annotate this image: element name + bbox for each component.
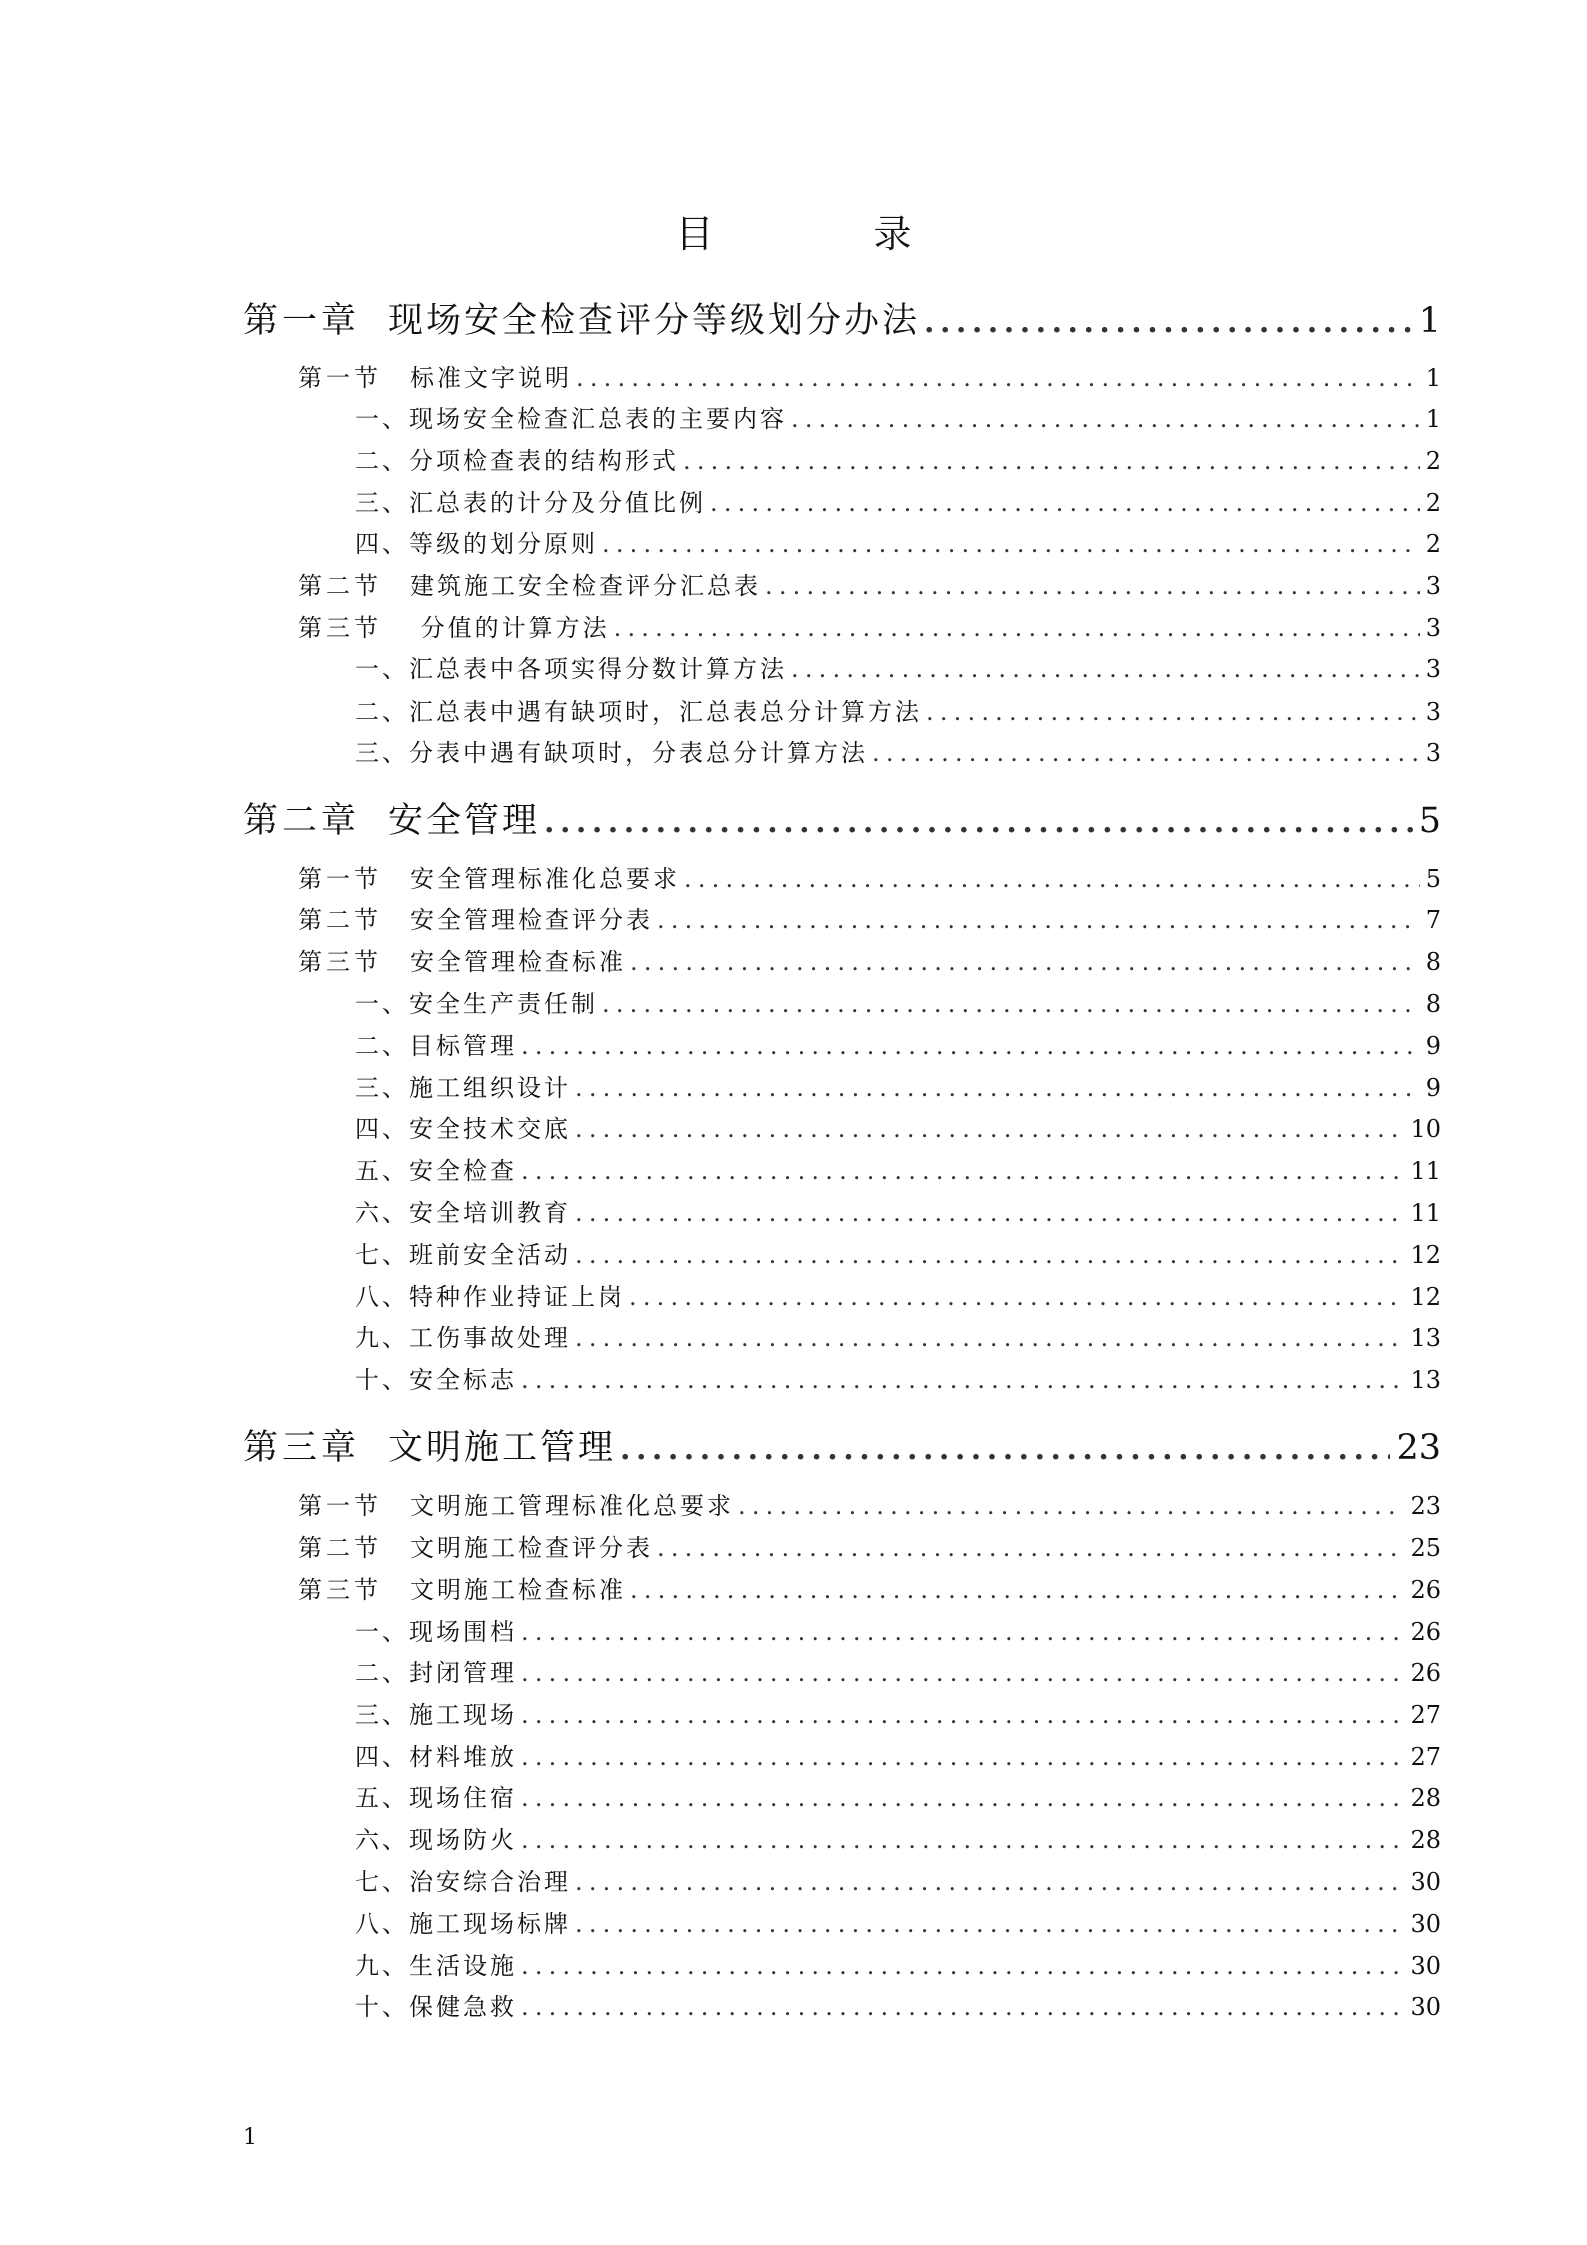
toc-item-entry[interactable] [355, 1699, 1441, 1731]
toc-dot-leader [521, 1657, 1404, 1689]
toc-entry-page: 2 [1425, 447, 1441, 475]
toc-entry-label [355, 1657, 517, 1689]
toc-entry-page: 23 [1396, 1428, 1441, 1468]
toc-title-right: 录 [873, 212, 912, 256]
toc-dot-leader [521, 1991, 1404, 2023]
toc-entry-label [355, 445, 679, 477]
toc-entry-label [355, 1908, 571, 1940]
toc-entry-text: 一、汇总表中各项实得分数计算方法 [355, 655, 787, 683]
toc-entry-page: 8 [1425, 948, 1441, 976]
toc-section-entry[interactable] [298, 1574, 1441, 1606]
toc-entry-number: 第一节 [298, 865, 382, 893]
toc-item-entry[interactable] [355, 1657, 1441, 1689]
toc-item-entry[interactable] [355, 1364, 1441, 1396]
toc-entry-label [355, 403, 787, 435]
toc-item-entry[interactable] [355, 1281, 1441, 1313]
toc-title [0, 208, 1587, 260]
toc-entry-label [243, 798, 540, 844]
page-number: 1 [243, 2125, 257, 2150]
toc-dot-leader [521, 1616, 1404, 1648]
toc-item-entry[interactable] [355, 403, 1441, 435]
toc-dot-leader [710, 487, 1420, 519]
toc-item-entry[interactable] [355, 1824, 1441, 1856]
toc-entry-text: 文明施工检查评分表 [410, 1534, 653, 1562]
toc-section-entry[interactable] [298, 612, 1441, 644]
toc-entry-label [355, 1782, 517, 1814]
toc-entry-text: 三、施工组织设计 [355, 1074, 571, 1102]
toc-entry-number: 第一节 [298, 364, 382, 392]
toc-entry-label [355, 1866, 571, 1898]
toc-entry-text: 分值的计算方法 [410, 614, 610, 642]
toc-entry-label [355, 1364, 517, 1396]
toc-entry-text: 四、材料堆放 [355, 1743, 517, 1771]
toc-entry-page: 1 [1425, 364, 1441, 392]
toc-entry-label [355, 1239, 571, 1271]
toc-entry-text: 二、分项检查表的结构形式 [355, 447, 679, 475]
toc-entry-text: 安全管理检查标准 [410, 948, 626, 976]
toc-dot-leader [614, 612, 1420, 644]
toc-dot-leader [926, 696, 1420, 728]
toc-entry-page: 9 [1425, 1032, 1441, 1060]
toc-dot-leader [791, 653, 1420, 685]
toc-entry-label [298, 1490, 734, 1522]
toc-entry-label [355, 696, 922, 728]
toc-entry-page: 23 [1410, 1492, 1441, 1520]
toc-dot-leader [602, 988, 1420, 1020]
toc-entry-label [243, 1425, 616, 1471]
toc-entry-page: 5 [1425, 865, 1441, 893]
toc-chapter-entry[interactable] [243, 1425, 1441, 1471]
toc-entry-text: 标准文字说明 [410, 364, 572, 392]
toc-entry-label [298, 612, 610, 644]
toc-entry-page: 11 [1410, 1157, 1441, 1185]
toc-entry-page: 7 [1425, 906, 1441, 934]
toc-entry-text: 文明施工检查标准 [410, 1576, 626, 1604]
toc-entry-text: 三、施工现场 [355, 1701, 517, 1729]
toc-entry-text: 二、汇总表中遇有缺项时，汇总表总分计算方法 [355, 698, 922, 726]
toc-section-entry[interactable] [298, 1532, 1441, 1564]
toc-entry-text: 三、分表中遇有缺项时，分表总分计算方法 [355, 739, 868, 767]
toc-item-entry[interactable] [355, 1616, 1441, 1648]
toc-entry-label [355, 1113, 571, 1145]
toc-entry-label [355, 653, 787, 685]
toc-entry-number: 第三章 [243, 1428, 361, 1468]
toc-dot-leader [521, 1741, 1404, 1773]
toc-item-entry[interactable] [355, 1782, 1441, 1814]
toc-entry-label [355, 737, 868, 769]
toc-dot-leader [521, 1030, 1420, 1062]
toc-entry-text: 四、等级的划分原则 [355, 530, 598, 558]
toc-chapter-entry[interactable] [243, 798, 1441, 844]
toc-dot-leader [576, 362, 1420, 394]
toc-dot-leader [657, 1532, 1404, 1564]
toc-entry-label [298, 904, 653, 936]
toc-entry-number: 第三节 [298, 1576, 382, 1604]
toc-item-entry[interactable] [355, 1741, 1441, 1773]
toc-entry-text: 八、特种作业持证上岗 [355, 1283, 625, 1311]
toc-entry-text: 三、汇总表的计分及分值比例 [355, 489, 706, 517]
toc-entry-label [355, 1030, 517, 1062]
toc-entry-page: 3 [1425, 698, 1441, 726]
toc-entry-page: 11 [1410, 1199, 1441, 1227]
toc-entry-label [298, 570, 761, 602]
toc-entry-label [355, 1616, 517, 1648]
toc-entry-text: 一、安全生产责任制 [355, 990, 598, 1018]
toc-entry-text: 五、现场住宿 [355, 1784, 517, 1812]
toc-entry-label [355, 1741, 517, 1773]
toc-entry-page: 1 [1425, 405, 1441, 433]
toc-dot-leader [683, 445, 1420, 477]
toc-dot-leader [575, 1197, 1404, 1229]
toc-item-entry[interactable] [355, 653, 1441, 685]
toc-dot-leader [521, 1364, 1404, 1396]
toc-entry-label [298, 1574, 626, 1606]
toc-dot-leader [521, 1699, 1404, 1731]
toc-item-entry[interactable] [355, 1155, 1441, 1187]
toc-entry-page: 26 [1410, 1659, 1441, 1687]
toc-entry-text: 现场安全检查评分等级划分办法 [388, 301, 921, 341]
toc-entry-text: 安全管理标准化总要求 [410, 865, 680, 893]
toc-entry-text: 六、安全培训教育 [355, 1199, 571, 1227]
toc-entry-page: 30 [1410, 1952, 1441, 1980]
toc-dot-leader [521, 1950, 1404, 1982]
toc-section-entry[interactable] [298, 1490, 1441, 1522]
toc-dot-leader [575, 1072, 1420, 1104]
toc-entry-label [355, 1155, 517, 1187]
toc-entry-label [355, 1824, 517, 1856]
toc-entry-page: 3 [1425, 739, 1441, 767]
toc-entry-text: 文明施工管理标准化总要求 [410, 1492, 734, 1520]
toc-entry-number: 第三节 [298, 614, 382, 642]
toc-entry-number: 第一章 [243, 301, 361, 341]
toc-entry-page: 3 [1425, 614, 1441, 642]
toc-dot-leader [872, 737, 1420, 769]
toc-entry-page: 25 [1410, 1534, 1441, 1562]
toc-entry-text: 一、现场安全检查汇总表的主要内容 [355, 405, 787, 433]
toc-entry-text: 十、保健急救 [355, 1993, 517, 2021]
toc-section-entry[interactable] [298, 904, 1441, 936]
toc-dot-leader [738, 1490, 1404, 1522]
toc-item-entry[interactable] [355, 1991, 1441, 2023]
toc-item-entry[interactable] [355, 1908, 1441, 1940]
toc-entry-page: 13 [1410, 1366, 1441, 1394]
toc-entry-page: 27 [1410, 1701, 1441, 1729]
toc-entry-page: 30 [1410, 1993, 1441, 2021]
toc-dot-leader [765, 570, 1420, 602]
toc-entry-text: 七、班前安全活动 [355, 1241, 571, 1269]
toc-entry-text: 五、安全检查 [355, 1157, 517, 1185]
toc-dot-leader [630, 1574, 1404, 1606]
toc-entry-text: 九、工伤事故处理 [355, 1324, 571, 1352]
toc-dot-leader [521, 1155, 1404, 1187]
toc-entry-label [298, 863, 680, 895]
toc-entry-text: 二、目标管理 [355, 1032, 517, 1060]
toc-dot-leader [620, 1427, 1390, 1473]
toc-entry-text: 七、治安综合治理 [355, 1868, 571, 1896]
toc-entry-number: 第二节 [298, 906, 382, 934]
toc-item-entry[interactable] [355, 696, 1441, 728]
toc-entry-page: 26 [1410, 1618, 1441, 1646]
toc-entry-label [355, 1072, 571, 1104]
toc-entry-label [298, 946, 626, 978]
toc-entry-text: 文明施工管理 [388, 1428, 617, 1468]
toc-item-entry[interactable] [355, 1113, 1441, 1145]
toc-entry-page: 2 [1425, 489, 1441, 517]
toc-entry-label [355, 528, 598, 560]
toc-entry-label [298, 1532, 653, 1564]
toc-section-entry[interactable] [298, 946, 1441, 978]
toc-entry-page: 27 [1410, 1743, 1441, 1771]
toc-entry-number: 第二章 [243, 801, 361, 841]
toc-dot-leader [791, 403, 1420, 435]
toc-item-entry[interactable] [355, 528, 1441, 560]
toc-entry-label [355, 1281, 625, 1313]
toc-section-entry[interactable] [298, 362, 1441, 394]
toc-item-entry[interactable] [355, 1197, 1441, 1229]
toc-entry-text: 六、现场防火 [355, 1826, 517, 1854]
toc-entry-text: 一、现场围档 [355, 1618, 517, 1646]
toc-dot-leader [657, 904, 1420, 936]
toc-entry-page: 12 [1410, 1241, 1441, 1269]
toc-entry-page: 30 [1410, 1910, 1441, 1938]
toc-item-entry[interactable] [355, 1866, 1441, 1898]
toc-dot-leader [544, 800, 1413, 846]
toc-entry-number: 第二节 [298, 572, 382, 600]
toc-item-entry[interactable] [355, 1072, 1441, 1104]
toc-dot-leader [575, 1866, 1404, 1898]
toc-entry-page: 28 [1410, 1784, 1441, 1812]
toc-entry-page: 8 [1425, 990, 1441, 1018]
toc-item-entry[interactable] [355, 487, 1441, 519]
toc-entry-number: 第三节 [298, 948, 382, 976]
toc-entry-page: 5 [1418, 801, 1441, 841]
toc-entry-text: 十、安全标志 [355, 1366, 517, 1394]
toc-item-entry[interactable] [355, 988, 1441, 1020]
toc-entry-number: 第二节 [298, 1534, 382, 1562]
toc-dot-leader [575, 1239, 1404, 1271]
toc-dot-leader [575, 1113, 1404, 1145]
toc-entry-page: 2 [1425, 530, 1441, 558]
toc-dot-leader [521, 1824, 1404, 1856]
toc-entry-label [355, 1699, 517, 1731]
toc-entry-page: 9 [1425, 1074, 1441, 1102]
toc-entry-text: 四、安全技术交底 [355, 1115, 571, 1143]
toc-dot-leader [575, 1322, 1404, 1354]
toc-entry-label [355, 487, 706, 519]
toc-item-entry[interactable] [355, 1239, 1441, 1271]
toc-dot-leader [629, 1281, 1404, 1313]
toc-entry-text: 八、施工现场标牌 [355, 1910, 571, 1938]
toc-entry-page: 3 [1425, 572, 1441, 600]
toc-dot-leader [924, 300, 1413, 346]
toc-entry-page: 28 [1410, 1826, 1441, 1854]
toc-entry-label [355, 1950, 517, 1982]
toc-entry-page: 30 [1410, 1868, 1441, 1896]
toc-entry-number: 第一节 [298, 1492, 382, 1520]
toc-item-entry[interactable] [355, 1322, 1441, 1354]
toc-title-left: 目 [675, 212, 714, 256]
toc-entry-page: 12 [1410, 1283, 1441, 1311]
toc-entry-text: 建筑施工安全检查评分汇总表 [410, 572, 761, 600]
toc-entry-label [355, 1991, 517, 2023]
toc-entry-label [355, 1197, 571, 1229]
toc-dot-leader [521, 1782, 1404, 1814]
toc-entry-page: 26 [1410, 1576, 1441, 1604]
toc-entry-label [298, 362, 572, 394]
toc-dot-leader [602, 528, 1420, 560]
toc-dot-leader [684, 863, 1420, 895]
toc-item-entry[interactable] [355, 737, 1441, 769]
toc-dot-leader [575, 1908, 1404, 1940]
toc-entry-text: 安全管理检查评分表 [410, 906, 653, 934]
toc-entry-label [355, 988, 598, 1020]
toc-item-entry[interactable] [355, 1030, 1441, 1062]
toc-entry-page: 3 [1425, 655, 1441, 683]
toc-entry-label [243, 298, 920, 344]
toc-item-entry[interactable] [355, 445, 1441, 477]
toc-chapter-entry[interactable] [243, 298, 1441, 344]
toc-entry-label [355, 1322, 571, 1354]
toc-item-entry[interactable] [355, 1950, 1441, 1982]
toc-entry-page: 10 [1410, 1115, 1441, 1143]
toc-section-entry[interactable] [298, 863, 1441, 895]
toc-entry-text: 九、生活设施 [355, 1952, 517, 1980]
toc-section-entry[interactable] [298, 570, 1441, 602]
toc-entry-page: 13 [1410, 1324, 1441, 1352]
toc-dot-leader [630, 946, 1420, 978]
toc-entry-text: 安全管理 [388, 801, 541, 841]
toc-entry-page: 1 [1418, 301, 1441, 341]
toc-entry-text: 二、封闭管理 [355, 1659, 517, 1687]
